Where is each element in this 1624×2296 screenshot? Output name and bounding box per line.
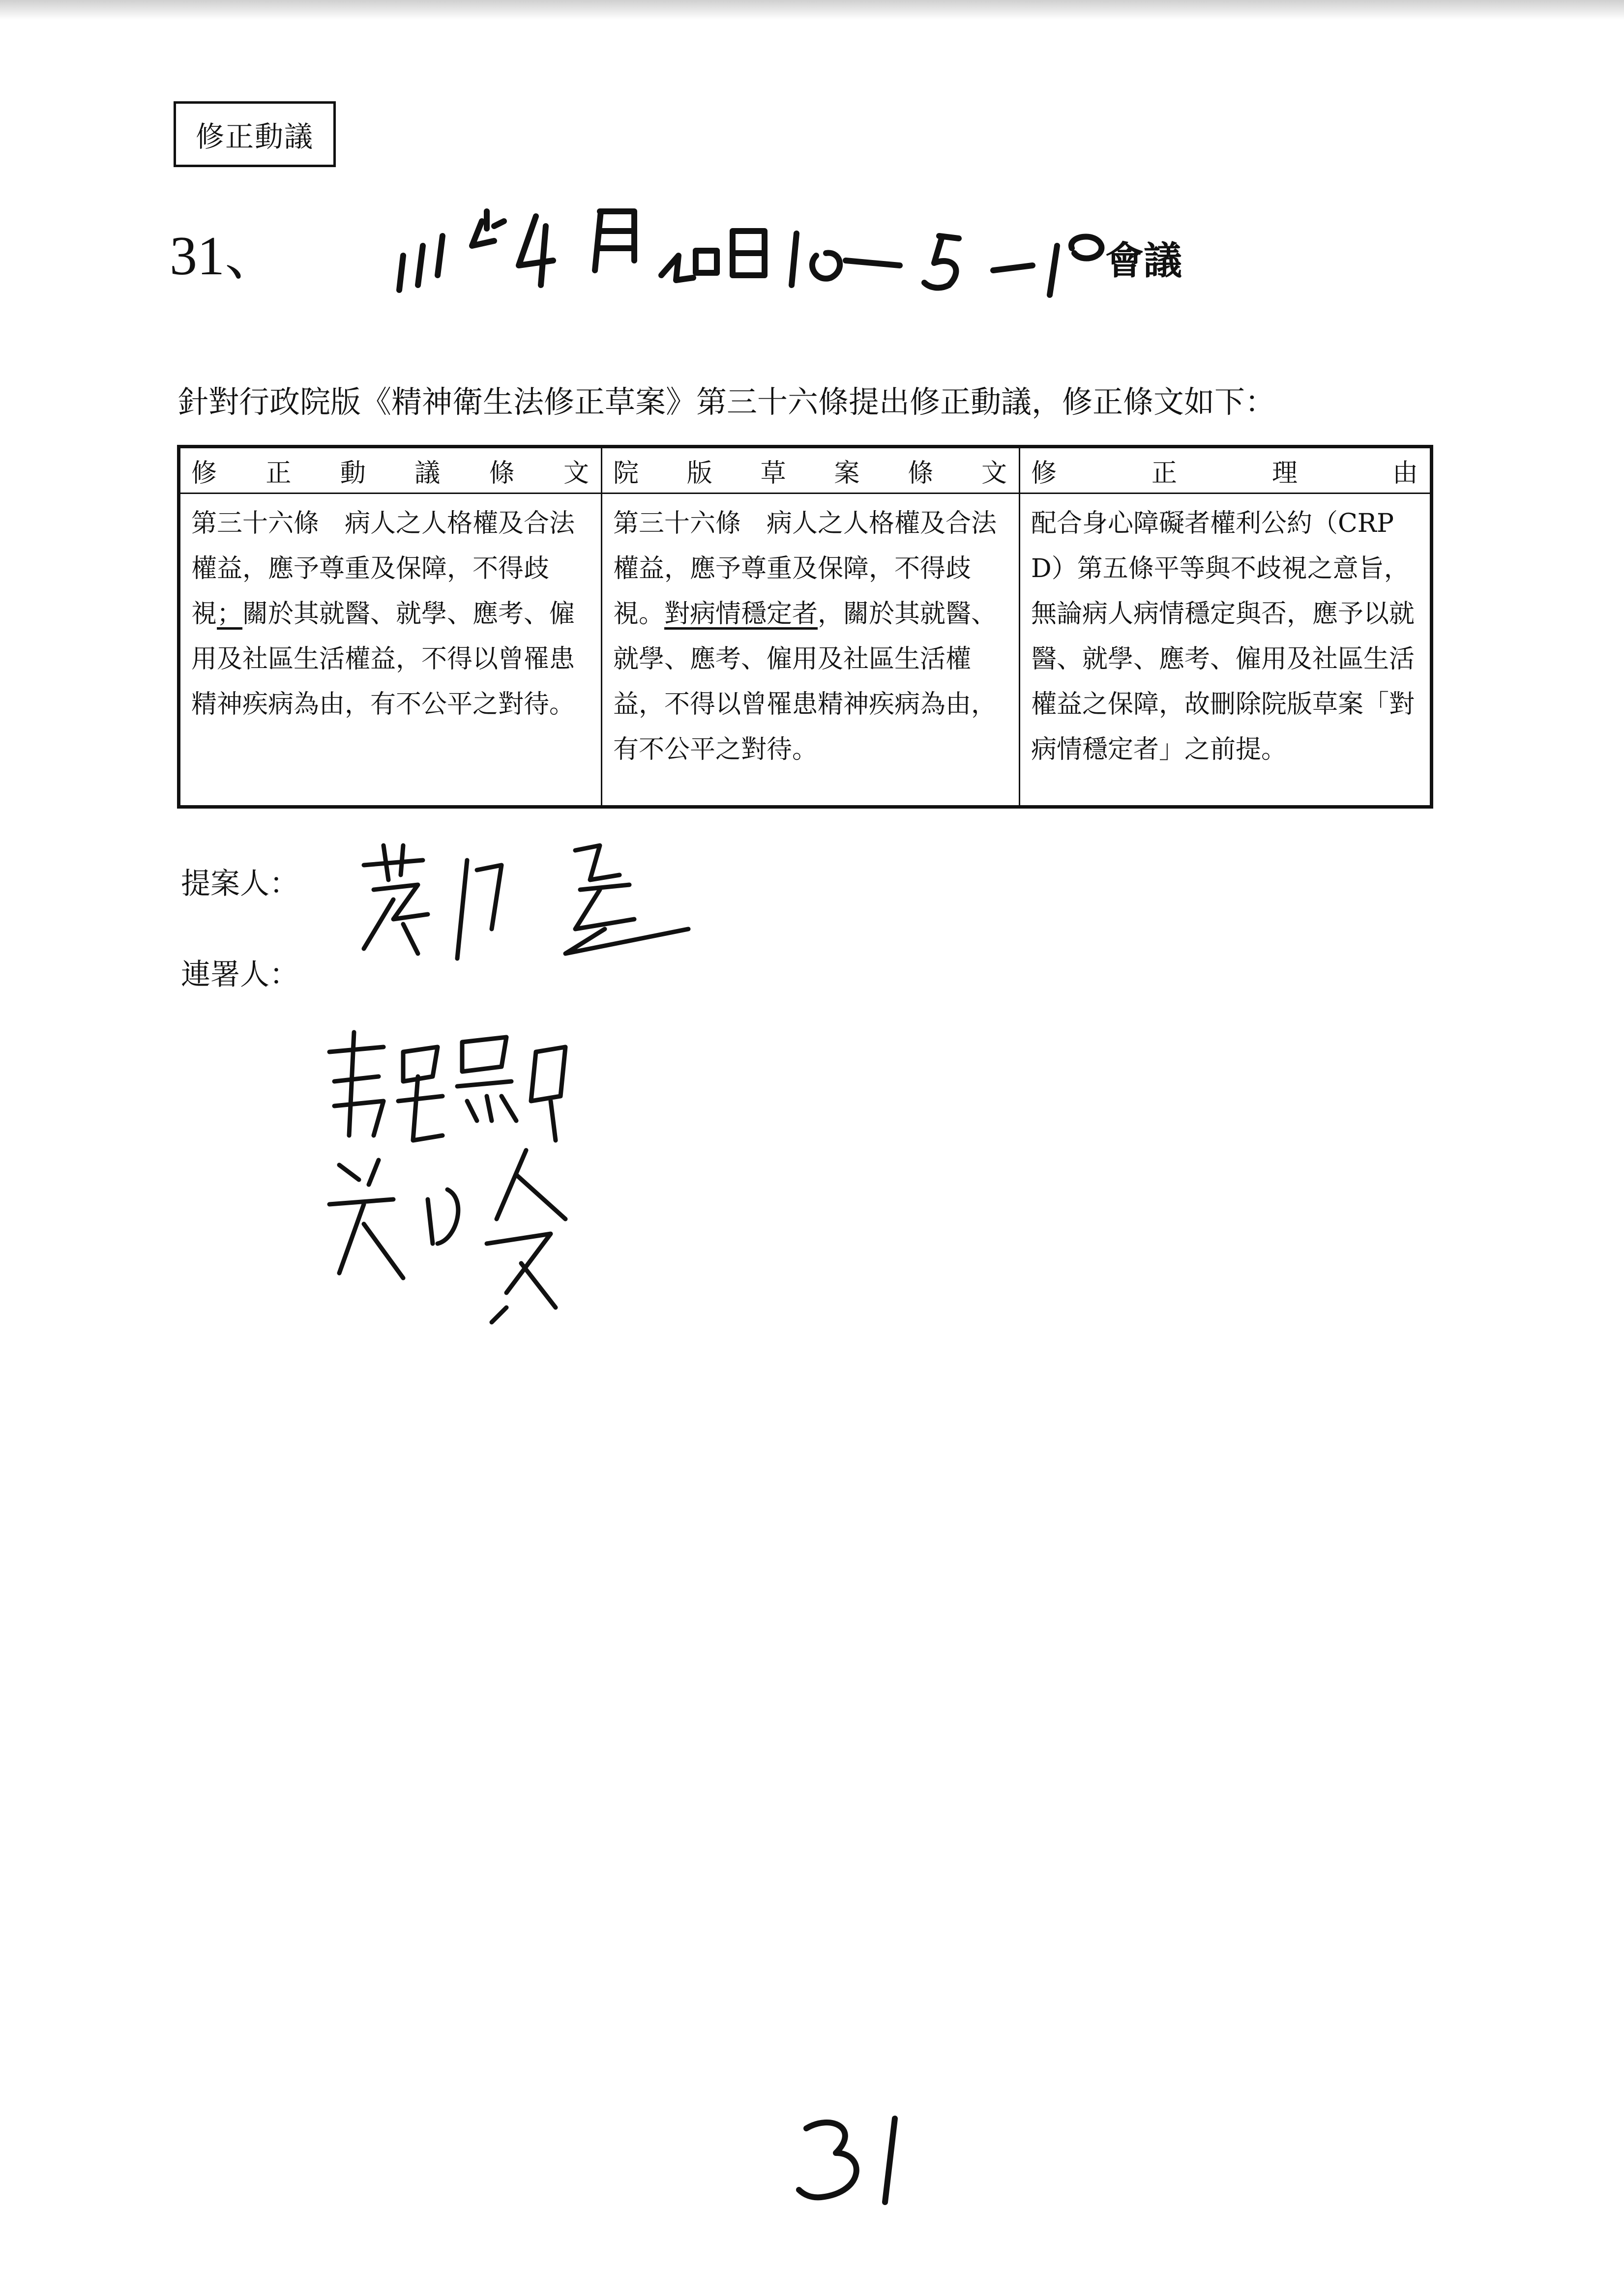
amended-text-part2: 關於其就醫、就學、應考、僱用及社區生活權益，不得以曾罹患精神疾病為由，有不公平之對待。 xyxy=(191,599,575,719)
amendment-table xyxy=(177,445,1433,809)
intro-text: 針對行政院版《精神衛生法修正草案》第三十六條提出修正動議，修正條文如下： xyxy=(178,384,1276,420)
draft-text-part1: 第三十六條 病人之人格權及合法權益，應予尊重及保障，不得歧視。 xyxy=(613,509,997,629)
header-draft-text: 院版草案條文 xyxy=(602,447,1020,494)
table-header-row xyxy=(179,447,1432,494)
cosigner-signature-2 xyxy=(320,1145,585,1332)
draft-text-underlined: 對病情穩定者 xyxy=(664,599,818,629)
scan-edge-shadow xyxy=(0,0,1624,20)
proposer-label: 提案人： xyxy=(181,867,299,901)
cosigner-signature-1 xyxy=(320,1022,575,1150)
amended-text-underlined: ； xyxy=(217,599,243,629)
table-row xyxy=(179,494,1432,807)
proposer-signature xyxy=(344,831,708,973)
reason-cell: 配合身心障礙者權利公約（CRPD）第五條平等與不歧視之意旨，無論病人病情穩定與否，應予以就醫、就學、應考、僱用及社區生活權益之保障，故刪除院版草案「對病情穩定者」之前提。 xyxy=(1020,494,1432,807)
handwritten-page-number xyxy=(792,2109,919,2207)
motion-stamp-box xyxy=(174,101,336,167)
draft-article-cell xyxy=(602,494,1020,807)
amended-text-part1: 第三十六條 病人之人格權及合法權益，應予尊重及保障，不得歧視 xyxy=(191,509,575,629)
handwritten-meeting-date xyxy=(388,192,1195,305)
cosigner-label: 連署人： xyxy=(181,958,299,992)
item-number: 31、 xyxy=(170,226,280,287)
header-amended-text: 修正動議條文 xyxy=(179,447,602,494)
amended-article-cell xyxy=(179,494,602,807)
motion-stamp-label: 修正動議 xyxy=(195,120,314,153)
draft-text-part2: ，關於其就醫、就學、應考、僱用及社區生活權益，不得以曾罹患精神疾病為由，有不公平之對待。 xyxy=(613,599,997,764)
meeting-label: 會議 xyxy=(1105,239,1182,283)
header-reason: 修正理由 xyxy=(1020,447,1432,494)
